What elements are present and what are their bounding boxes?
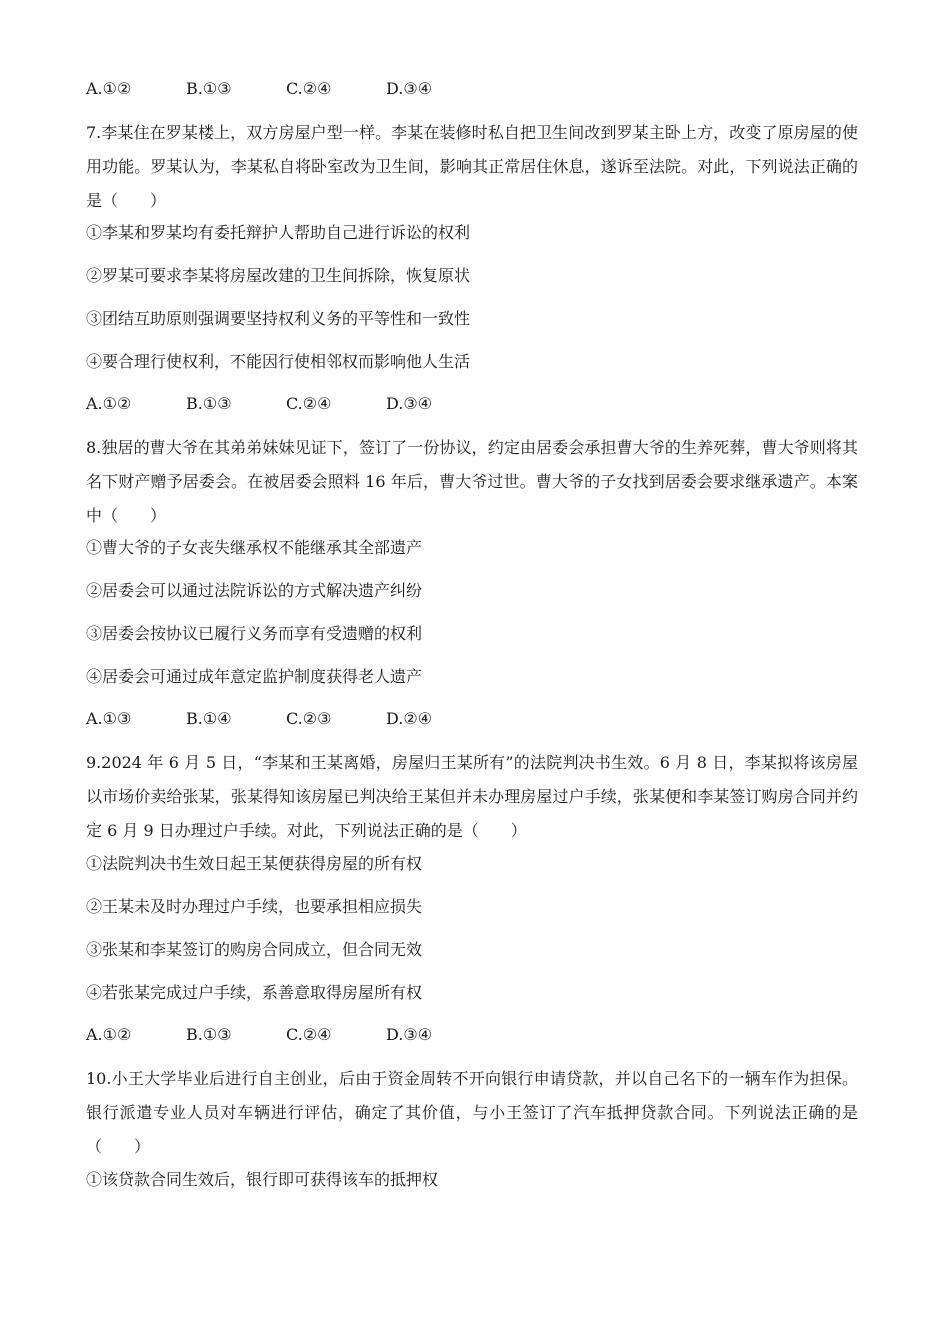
q8-item-1: ①曹大爷的子女丧失继承权不能继承其全部遗产	[86, 538, 423, 557]
option-c: C.②③	[286, 709, 332, 728]
q8-options	[86, 709, 486, 729]
q6-options	[86, 79, 486, 99]
option-b: B.①③	[186, 394, 232, 413]
q10-item-1: ①该贷款合同生效后，银行即可获得该车的抵押权	[86, 1170, 439, 1189]
option-a: A.①②	[86, 79, 132, 98]
q9-stem: 9.2024 年 6 月 5 日，“李某和王某离婚，房屋归王某所有”的法院判决书生效。6 月 8 日，李某拟将该房屋以市场价卖给张某，张某得知该房屋已判决给王某但并未办理房屋过户手续，张某便和李某签订购房合同并约定 6 月 9 日办理过户手续。对此，下列说法正确的是（ ）	[86, 753, 858, 840]
option-a: A.①②	[86, 394, 132, 413]
q9-options	[86, 1025, 486, 1045]
q8-item-3: ③居委会按协议已履行义务而享有受遗赠的权利	[86, 624, 423, 643]
q9-item-2: ②王某未及时办理过户手续，也要承担相应损失	[86, 897, 423, 916]
option-b: B.①③	[186, 79, 232, 98]
q10-stem: 10.小王大学毕业后进行自主创业，后由于资金周转不开向银行申请贷款，并以自己名下的一辆车作为担保。银行派遣专业人员对车辆进行评估，确定了其价值，与小王签订了汽车抵押贷款合同。下列说法正确的是（ ）	[86, 1069, 858, 1156]
q7-stem: 7.李某住在罗某楼上，双方房屋户型一样。李某在装修时私自把卫生间改到罗某主卧上方，改变了原房屋的使用功能。罗某认为，李某私自将卧室改为卫生间，影响其正常居住休息，遂诉至法院。对此，下列说法正确的是（ ）	[86, 123, 858, 210]
option-c: C.②④	[286, 79, 332, 98]
q8-stem: 8.独居的曹大爷在其弟弟妹妹见证下，签订了一份协议，约定由居委会承担曹大爷的生养死葬，曹大爷则将其名下财产赠予居委会。在被居委会照料 16 年后，曹大爷过世。曹大爷的子女找到居委会要求继承遗产。本案中（ ）	[86, 438, 858, 525]
q7-item-4: ④要合理行使权利，不能因行使相邻权而影响他人生活	[86, 352, 471, 371]
q9-item-4: ④若张某完成过户手续，系善意取得房屋所有权	[86, 983, 423, 1002]
option-d: D.③④	[386, 1025, 433, 1044]
q9-item-3: ③张某和李某签订的购房合同成立，但合同无效	[86, 940, 423, 959]
q9-item-1: ①法院判决书生效日起王某便获得房屋的所有权	[86, 854, 423, 873]
q8-item-4: ④居委会可通过成年意定监护制度获得老人遗产	[86, 667, 423, 686]
option-c: C.②④	[286, 1025, 332, 1044]
q7-item-2: ②罗某可要求李某将房屋改建的卫生间拆除，恢复原状	[86, 266, 471, 285]
option-d: D.②④	[386, 709, 433, 728]
option-b: B.①④	[186, 709, 232, 728]
q7-item-3: ③团结互助原则强调要坚持权利义务的平等性和一致性	[86, 309, 471, 328]
option-c: C.②④	[286, 394, 332, 413]
option-a: A.①②	[86, 1025, 132, 1044]
option-d: D.③④	[386, 394, 433, 413]
option-a: A.①③	[86, 709, 132, 728]
q7-item-1: ①李某和罗某均有委托辩护人帮助自己进行诉讼的权利	[86, 223, 471, 242]
q7-options	[86, 394, 486, 414]
option-b: B.①③	[186, 1025, 232, 1044]
q8-item-2: ②居委会可以通过法院诉讼的方式解决遗产纠纷	[86, 581, 423, 600]
option-d: D.③④	[386, 79, 433, 98]
